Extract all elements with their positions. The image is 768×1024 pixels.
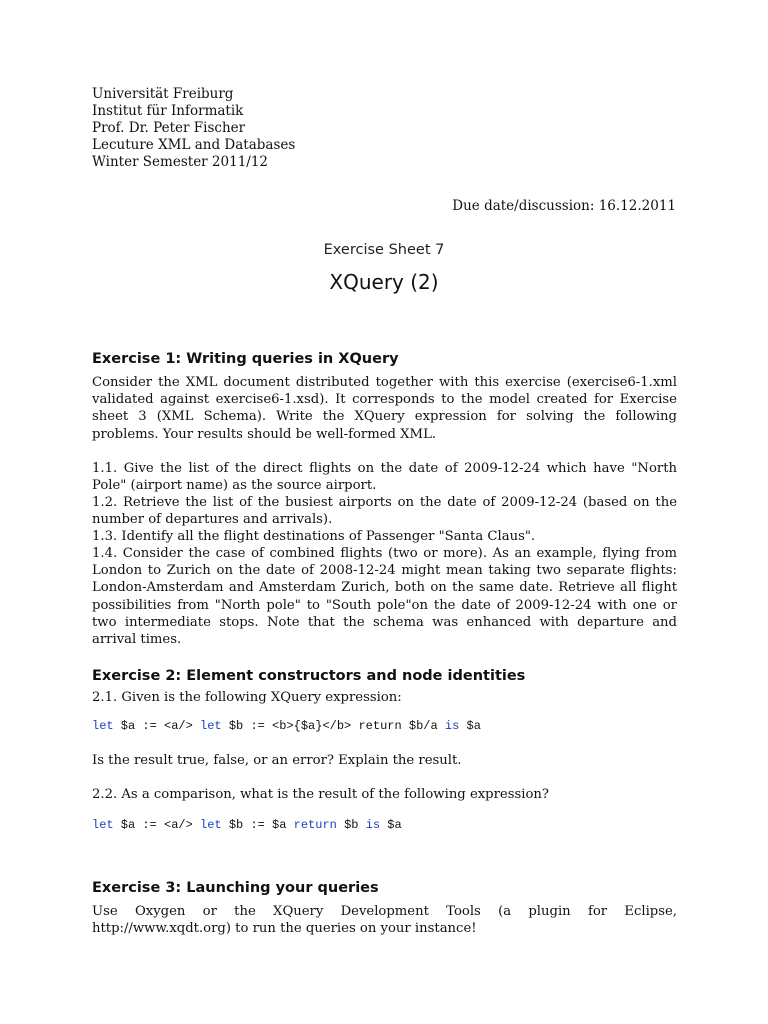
code-keyword: is: [444, 719, 460, 733]
exercise3-text: Use Oxygen or the XQuery Development Tools (a plugin for Eclipse, http://www.xqdt.org) to run the queries on your instance!: [92, 904, 677, 937]
exercise1-item-4: 1.4. Consider the case of combined flights (two or more). As an example, flying from London to Zurich on the date of 2008-12-24 might mean taking two separate flights: London-Amsterdam and Amsterdam Zurich, both on the same date. Retrieve all flight possibilities from "North pole" to "South pole"on the date of 2009-12-24 with one or two intermediate stops. Note that the schema was enhanced with departure and arrival times.: [92, 546, 677, 648]
professor-line: Prof. Dr. Peter Fischer: [92, 120, 246, 136]
exercise2-heading: [92, 668, 525, 684]
code-text: $a: [459, 719, 481, 733]
code-keyword: let: [92, 818, 114, 832]
exercise1-item-2: 1.2. Retrieve the list of the busiest airports on the date of 2009-12-24 (based on the number of departures and arrivals).: [92, 495, 677, 528]
exercise1-heading-prefix: Exercise 1: [92, 351, 176, 367]
due-date: Due date/discussion: 16.12.2011: [452, 198, 676, 214]
semester-line: Winter Semester 2011/12: [92, 154, 269, 170]
exercise1-item-3: 1.3. Identify all the flight destinations of Passenger "Santa Claus".: [92, 529, 536, 544]
code-keyword: let: [200, 719, 222, 733]
code-text: $b: [336, 818, 366, 832]
exercise2-heading-prefix: Exercise 2: [92, 668, 176, 684]
sheet-label: Exercise Sheet 7: [323, 242, 445, 258]
code-text: $a := <a/>: [113, 818, 201, 832]
course-header: [92, 86, 295, 171]
code-keyword: return: [293, 818, 337, 832]
institute-line: Institut für Informatik: [92, 103, 244, 119]
exercise3-heading-prefix: Exercise 3: [92, 880, 176, 896]
university-line: Universität Freiburg: [92, 86, 234, 102]
exercise1-intro: Consider the XML document distributed together with this exercise (exercise6-1.xml validated against exercise6-1.xsd). It corresponds to the model created for Exercise sheet 3 (XML Schema). Write the XQuery expression for solving the following problems. Your results should be well-formed XML.: [92, 375, 677, 442]
exercise3-heading: [92, 880, 379, 896]
code-text: $b := $a: [221, 818, 294, 832]
code-keyword: let: [92, 719, 114, 733]
exercise1-heading-rest: : Writing queries in XQuery: [175, 351, 399, 367]
code-keyword: is: [365, 818, 381, 832]
exercise2-question1: 2.1. Given is the following XQuery expression:: [92, 690, 402, 705]
exercise2-heading-rest: : Element constructors and node identities: [175, 668, 526, 684]
code-text: $a := <a/>: [113, 719, 201, 733]
exercise3-heading-rest: : Launching your queries: [175, 880, 379, 896]
code-snippet-2: [92, 818, 402, 832]
code-text: $a: [380, 818, 402, 832]
exercise2-question1-prompt: Is the result true, false, or an error? Explain the result.: [92, 753, 462, 768]
exercise2-question2: 2.2. As a comparison, what is the result of the following expression?: [92, 787, 549, 802]
lecture-line: Lecuture XML and Databases: [92, 137, 296, 153]
exercise1-item-1: 1.1. Give the list of the direct flights on the date of 2009-12-24 which have "North Pole" (airport name) as the source airport.: [92, 461, 677, 494]
code-snippet-1: [92, 719, 481, 733]
exercise1-heading: [92, 351, 399, 367]
code-text: $b := <b>{$a}</b> return $b/a: [221, 719, 445, 733]
page-title: XQuery (2): [329, 270, 439, 294]
code-keyword: let: [200, 818, 222, 832]
